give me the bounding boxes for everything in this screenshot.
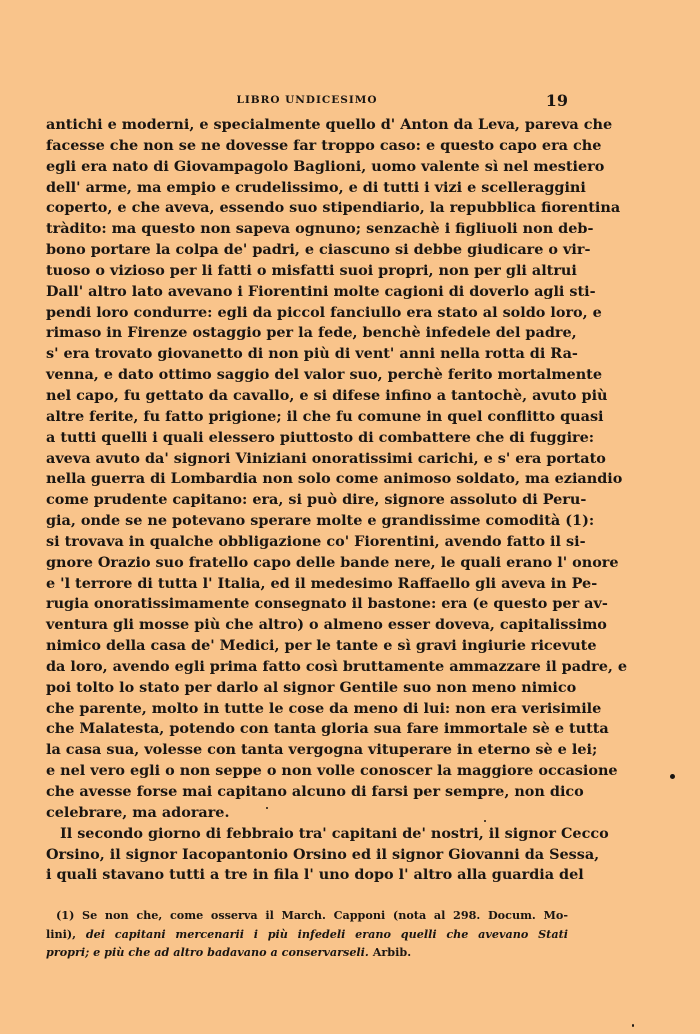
paragraph-start-line: Il secondo giorno di febbraio tra' capitani de' nostri, il signor Cecco bbox=[60, 824, 609, 842]
text-line: pendi loro condurre: egli da piccol fanciullo era stato al soldo loro, e bbox=[46, 303, 602, 321]
text-line: si trovava in qualche obbligazione co' Fiorentini, avendo fatto il si- bbox=[46, 532, 586, 550]
text-line: gia, onde se ne potevano sperare molte e grandissime comodità (1): bbox=[46, 512, 595, 530]
footnote-text: lini), bbox=[46, 926, 77, 941]
text-line: che Malatesta, potendo con tanta gloria sua fare immortale sè e tutta bbox=[46, 720, 609, 738]
text-line: coperto, e che aveva, essendo suo stipendiario, la repubblica fiorentina bbox=[46, 199, 621, 217]
footnote-line: (1) Se non che, come osserva il March. Capponi (nota al 298. Docum. Mo- bbox=[56, 908, 568, 922]
text-line: Orsino, il signor Iacopantonio Orsino ed il signor Giovanni da Sessa, bbox=[46, 845, 600, 863]
text-line: come prudente capitano: era, si può dire, signore assoluto di Peru- bbox=[46, 491, 587, 509]
text-line: s' era trovato giovanetto di non più di vent' anni nella rotta di Ra- bbox=[46, 345, 578, 363]
text-line: i quali stavano tutti a tre in fila l' uno dopo l' altro alla guardia del bbox=[46, 866, 584, 884]
ink-speck bbox=[632, 1024, 634, 1027]
text-line: tuoso o vizioso per li fatti o misfatti suoi propri, non per gli altrui bbox=[46, 261, 577, 279]
page-number: 19 bbox=[545, 91, 568, 110]
text-line: antichi e moderni, e specialmente quello d' Anton da Leva, pareva che bbox=[46, 116, 613, 133]
footnote-italic-text: propri; e più che ad altro badavano a conservarseli. bbox=[46, 945, 369, 959]
text-line: la casa sua, volesse con tanta vergogna vituperare in eterno sè e lei; bbox=[46, 741, 598, 759]
ink-speck bbox=[266, 807, 268, 809]
text-line: poi tolto lo stato per darlo al signor Gentile suo non meno nimico bbox=[46, 678, 577, 696]
text-line: egli era nato di Giovampagolo Baglioni, uomo valente sì nel mestiero bbox=[46, 157, 605, 175]
footnote bbox=[46, 906, 568, 962]
text-line: Dall' altro lato avevano i Fiorentini molte cagioni di doverlo agli sti- bbox=[46, 282, 596, 300]
ink-speck bbox=[484, 820, 486, 822]
running-title: LIBRO UNDICESIMO bbox=[236, 94, 378, 106]
text-line: rugia onoratissimamente consegnato il bastone: era (e questo per av- bbox=[46, 595, 608, 613]
text-line: che avesse forse mai capitano alcuno di farsi per sempre, non dico bbox=[46, 783, 584, 800]
text-line: nimico della casa de' Medici, per le tante e sì gravi ingiurie ricevute bbox=[46, 637, 597, 655]
text-line: da loro, avendo egli prima fatto così bruttamente ammazzare il padre, e bbox=[46, 657, 628, 675]
text-line: ventura gli mosse più che altro) o almeno esser doveva, capitalissimo bbox=[46, 616, 607, 634]
footnote-italic-text: dei capitani mercenarii i più infedeli erano quelli che avevano Stati bbox=[76, 926, 568, 941]
text-line: venna, e dato ottimo saggio del valor suo, perchè ferito mortalmente bbox=[46, 366, 602, 384]
text-line: aveva avuto da' signori Viniziani onoratissimi carichi, e s' era portato bbox=[46, 449, 606, 467]
text-line: e nel vero egli o non seppe o non volle conoscer la maggiore occasione bbox=[46, 762, 618, 780]
text-line: e 'l terrore di tutta l' Italia, ed il medesimo Raffaello gli aveva in Pe- bbox=[46, 574, 598, 592]
text-line: dell' arme, ma empio e crudelissimo, e di tutti i vizi e scelleraggini bbox=[46, 178, 586, 196]
footnote-line bbox=[46, 925, 568, 944]
paragraph-end-line: celebrare, ma adorare. bbox=[46, 803, 230, 821]
footnote-line bbox=[46, 943, 568, 962]
footnote-text: Arbib. bbox=[368, 945, 412, 959]
running-head bbox=[46, 91, 568, 110]
ink-speck bbox=[670, 774, 675, 779]
text-line: facesse che non se ne dovesse far troppo caso: e questo capo era che bbox=[46, 136, 602, 154]
text-line: gnore Orazio suo fratello capo delle bande nere, le quali erano l' onore bbox=[46, 553, 619, 571]
text-line: altre ferite, fu fatto prigione; il che fu comune in quel conflitto quasi bbox=[46, 407, 604, 425]
text-line: nella guerra di Lombardia non solo come animoso soldato, ma eziandio bbox=[46, 470, 623, 488]
text-line: che parente, molto in tutte le cose da meno di lui: non era verisimile bbox=[46, 699, 602, 717]
text-line: tràdito: ma questo non sapeva ognuno; senzachè i figliuoli non deb- bbox=[46, 220, 594, 238]
text-line: rimaso in Firenze ostaggio per la fede, benchè infedele del padre, bbox=[46, 324, 577, 342]
text-line: bono portare la colpa de' padri, e ciascuno si debbe giudicare o vir- bbox=[46, 241, 591, 259]
body-text bbox=[46, 115, 628, 886]
text-line: a tutti quelli i quali elessero piuttosto di combattere che di fuggire: bbox=[46, 428, 595, 446]
text-line: nel capo, fu gettato da cavallo, e si difese infino a tantochè, avuto più bbox=[46, 386, 608, 404]
